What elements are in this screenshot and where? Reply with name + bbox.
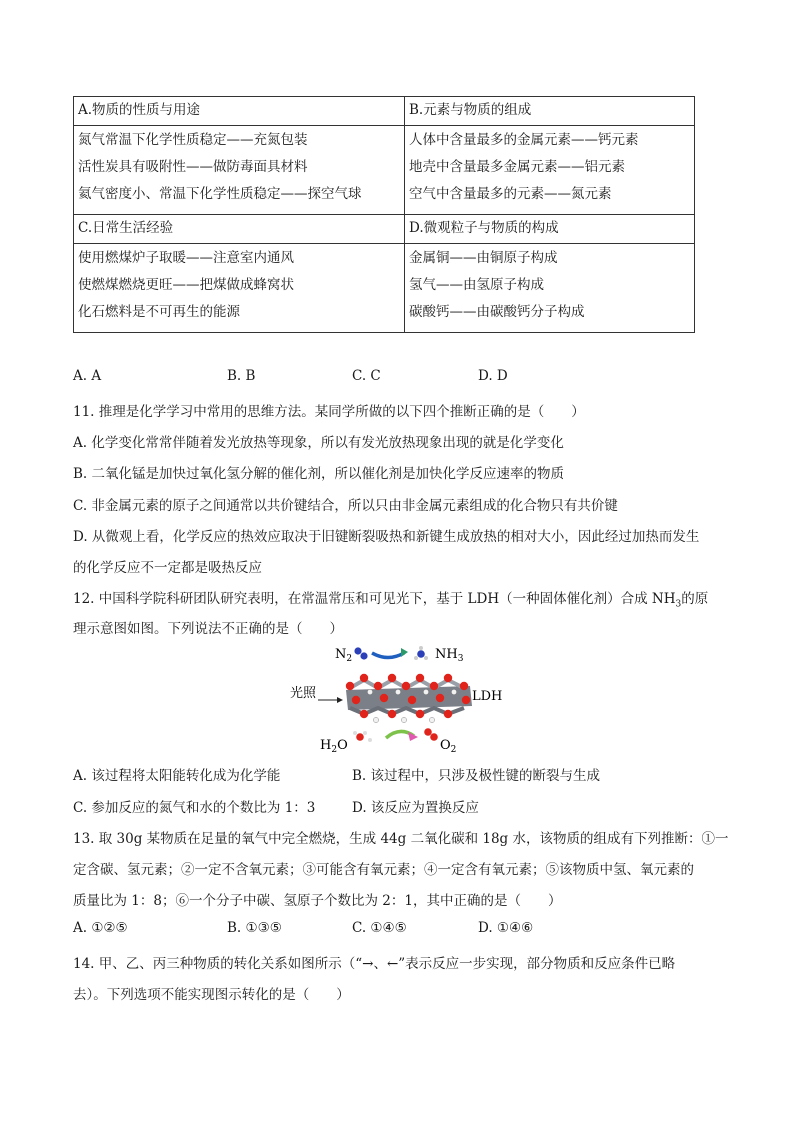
q10-option-a[interactable]: A. A (73, 368, 102, 384)
q11-option-a[interactable]: A. 化学变化常常伴随着发光放热等现象，所以有发光放热现象出现的就是化学变化 (73, 435, 564, 451)
ldh-label: LDH (472, 689, 503, 704)
q10-option-d[interactable]: D. D (478, 368, 508, 384)
q13-option-b[interactable]: B. ①③⑤ (227, 920, 282, 936)
table-line: 化石燃料是不可再生的能源 (78, 304, 240, 320)
table-cell-a-body (74, 126, 405, 215)
q12-stem-line1: 12. 中国科学院科研团队研究表明，在常温常压和可见光下，基于 LDH（一种固体催化剂）合成 $NH_3$的原 (73, 591, 709, 610)
q13-option-a[interactable]: A. ①②⑤ (73, 920, 128, 936)
knowledge-table (73, 96, 695, 333)
q13-stem-line3: 质量比为 1：8；⑥一个分子中碳、氢原子个数比为 2：1，其中正确的是（ ） (73, 893, 562, 909)
table-line: 使燃煤燃烧更旺——把煤做成蜂窝状 (78, 277, 294, 293)
table-line: 使用燃煤炉子取暖——注意室内通风 (78, 250, 294, 266)
q11-stem: 11. 推理是化学学习中常用的思维方法。某同学所做的以下四个推断正确的是（ ） (73, 404, 585, 420)
light-label: 光照 (290, 686, 317, 701)
table-cell-d-header: D.微观粒子与物质的构成 (405, 215, 695, 244)
table-line: 活性炭具有吸附性——做防毒面具材料 (78, 159, 308, 175)
table-line: 金属铜——由铜原子构成 (409, 250, 558, 266)
q11-option-d-cont: 的化学反应不一定都是吸热反应 (73, 560, 262, 576)
table-cell-c-header: C.日常生活经验 (74, 215, 405, 244)
q12-option-d[interactable]: D. 该反应为置换反应 (352, 800, 479, 816)
q10-option-c[interactable]: C. C (352, 368, 381, 384)
ldh-crystal-icon (346, 674, 472, 723)
q14-stem-line1: 14. 甲、乙、丙三种物质的转化关系如图所示（“→、←”表示反应一步实现，部分物质和反应条件已略 (73, 956, 676, 972)
o2-label: $O_2$ (440, 738, 457, 755)
nh3-label: $NH_3$ (435, 647, 464, 664)
nh3-molecule-icon (414, 646, 428, 660)
h2o-molecule-icon (353, 731, 372, 742)
q13-option-d[interactable]: D. ①④⑥ (478, 920, 534, 936)
q12-option-b[interactable]: B. 该过程中，只涉及极性键的断裂与生成 (352, 768, 601, 784)
table-line: 人体中含量最多的金属元素——钙元素 (409, 132, 639, 148)
table-line: 氢气——由氢原子构成 (409, 277, 544, 293)
curved-arrow-icon (372, 653, 404, 658)
q13-stem-line1: 13. 取 30g 某物质在足量的氧气中完全燃烧，生成 44g 二氧化碳和 18g 水，该物质的组成有下列推断：①一 (73, 831, 729, 847)
table-cell-a-header: A.物质的性质与用途 (74, 97, 405, 126)
o2-molecule-icon (424, 728, 438, 741)
q11-option-c[interactable]: C. 非金属元素的原子之间通常以共价键结合，所以只由非金属元素组成的化合物只有共价键 (73, 498, 618, 514)
table-line: 空气中含量最多的元素——氮元素 (409, 186, 612, 202)
h2o-label: $H_2O$ (320, 738, 348, 755)
table-cell-d-body (405, 244, 695, 333)
table-line: 氦气密度小、常温下化学性质稳定——探空气球 (78, 186, 362, 202)
table-line: 地壳中含量最多金属元素——铝元素 (409, 159, 625, 175)
q12-option-c[interactable]: C. 参加反应的氮气和水的个数比为 1：3 (73, 800, 316, 816)
n2-molecule-icon (354, 647, 367, 659)
q11-option-d[interactable]: D. 从微观上看，化学反应的热效应取决于旧键断裂吸热和新键生成放热的相对大小，因此经过加热而发生 (73, 529, 700, 545)
q12-option-a[interactable]: A. 该过程将太阳能转化成为化学能 (73, 768, 281, 784)
table-line: 氮气常温下化学性质稳定——充氮包装 (78, 132, 308, 148)
q11-option-b[interactable]: B. 二氧化锰是加快过氧化氢分解的催化剂，所以催化剂是加快化学反应速率的物质 (73, 466, 565, 482)
q14-stem-line2: 去）。下列选项不能实现图示转化的是（ ） (73, 987, 350, 1003)
table-cell-b-body (405, 126, 695, 215)
table-cell-c-body (74, 244, 405, 333)
table-line: 碳酸钙——由碳酸钙分子构成 (409, 304, 585, 320)
table-cell-b-header: B.元素与物质的组成 (405, 97, 695, 126)
n2-label: $N_2$ (335, 647, 353, 664)
q12-stem-line2: 理示意图如图。下列说法不正确的是（ ） (73, 621, 343, 637)
ldh-diagram (280, 640, 510, 755)
q13-option-c[interactable]: C. ①④⑤ (352, 920, 407, 936)
q13-stem-line2: 定含碳、氢元素；②一定不含氧元素；③可能含有氧元素；④一定含有氧元素；⑤该物质中氢、氧元素的 (73, 862, 694, 878)
q10-option-b[interactable]: B. B (227, 368, 256, 384)
